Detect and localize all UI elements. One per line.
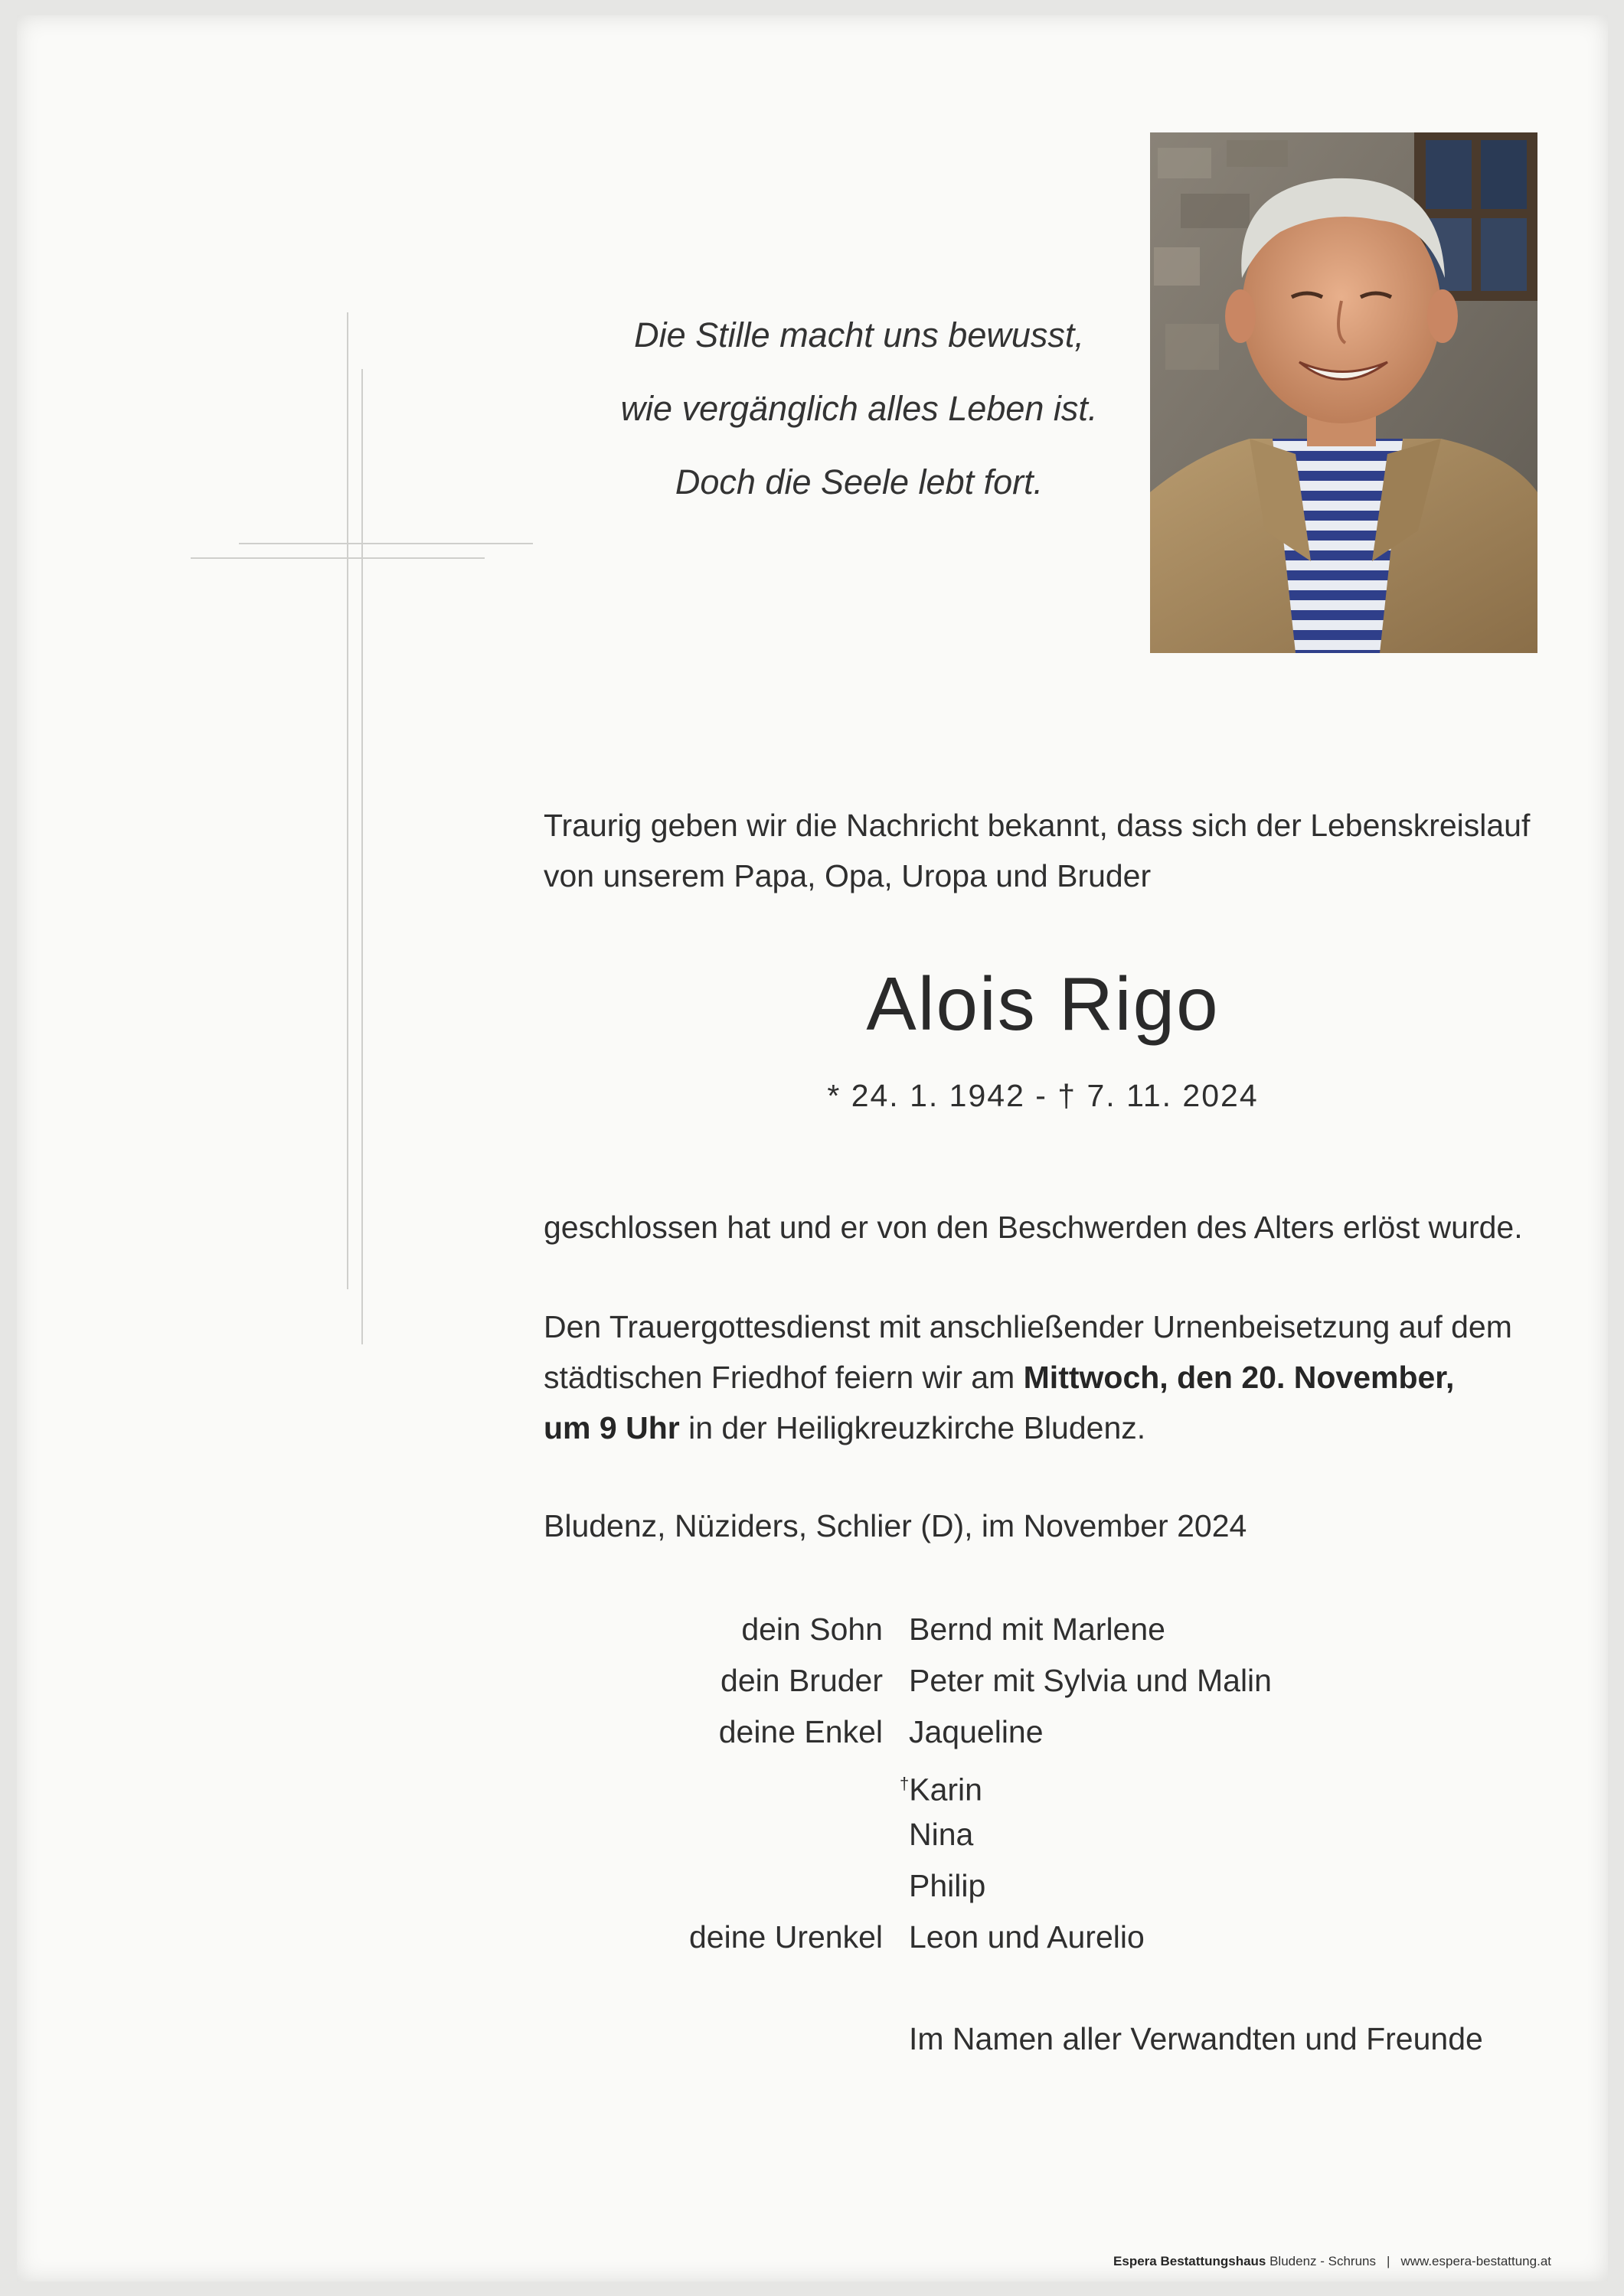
footer-website[interactable]: www.espera-bestattung.at (1400, 2254, 1551, 2268)
service-time: um 9 Uhr (544, 1410, 680, 1445)
poem-line: Die Stille macht uns bewusst, (634, 315, 1084, 354)
intro-text (544, 800, 1539, 901)
family-names (909, 1604, 1165, 1655)
family-names (900, 1758, 982, 1816)
family-name-text: Peter mit Sylvia und Malin (909, 1663, 1272, 1698)
footer-company-location: Bludenz - Schruns (1266, 2254, 1377, 2268)
poem-line: Doch die Seele lebt fort. (675, 462, 1044, 501)
footer-separator: | (1387, 2254, 1390, 2268)
intro-line: von unserem Papa, Opa, Uropa und Bruder (544, 858, 1152, 893)
place-date (544, 1501, 1539, 1551)
family-list (17, 1604, 1608, 1963)
poem-line: wie vergänglich alles Leben ist. (620, 389, 1098, 428)
family-row (17, 1860, 1608, 1912)
closing-line: Im Namen aller Verwandten und Freunde (909, 2021, 1483, 2056)
footer (1113, 2254, 1551, 2269)
service-date: Mittwoch, den 20. November, (1023, 1360, 1455, 1395)
family-name-text: Philip (909, 1868, 986, 1903)
family-names (909, 1809, 973, 1860)
family-row (17, 1706, 1608, 1758)
service-location: in der Heiligkreuzkirche Bludenz. (679, 1410, 1146, 1445)
family-relation: deine Enkel (718, 1714, 883, 1749)
family-row (17, 1809, 1608, 1860)
parte-sheet (17, 15, 1608, 2281)
family-names (909, 1706, 1044, 1758)
intro-line: Traurig geben wir die Nachricht bekannt, dass sich der Lebenskreislauf (544, 808, 1531, 843)
deceased-dagger-icon: † (900, 1774, 910, 1793)
family-name-text: Karin (909, 1772, 982, 1808)
deceased-dates: * 24. 1. 1942 - † 7. 11. 2024 (827, 1078, 1259, 1113)
family-relation: dein Sohn (741, 1612, 883, 1647)
deceased-name: Alois Rigo (866, 962, 1220, 1046)
family-row (17, 1604, 1608, 1655)
family-row (17, 1758, 1608, 1809)
service-details (544, 1302, 1539, 1453)
family-relation: dein Bruder (721, 1663, 883, 1698)
family-names (909, 1860, 985, 1912)
family-row (17, 1912, 1608, 1963)
family-row (17, 1655, 1608, 1706)
service-line: Den Trauergottesdienst mit anschließender Urnenbeisetzung auf dem (544, 1309, 1512, 1344)
continuation-text (544, 1202, 1539, 1253)
family-names (909, 1912, 1145, 1963)
family-name-text: Bernd mit Marlene (909, 1612, 1165, 1647)
family-names (909, 1655, 1272, 1706)
service-line (544, 1403, 1539, 1453)
family-name-text: Nina (909, 1817, 974, 1852)
family-relation: deine Urenkel (689, 1919, 883, 1955)
continuation-line: geschlossen hat und er von den Beschwerden des Alters erlöst wurde. (544, 1210, 1523, 1245)
place-date-line: Bludenz, Nüziders, Schlier (D), im November 2024 (544, 1508, 1247, 1543)
family-name-text: Jaqueline (909, 1714, 1044, 1749)
service-text: städtischen Friedhof feiern wir am (544, 1360, 1024, 1395)
family-name-text: Leon und Aurelio (909, 1919, 1145, 1955)
portrait-photo (1150, 132, 1537, 653)
service-line (544, 1352, 1539, 1403)
footer-company: Espera Bestattungshaus (1113, 2254, 1266, 2268)
poem (507, 299, 1211, 519)
